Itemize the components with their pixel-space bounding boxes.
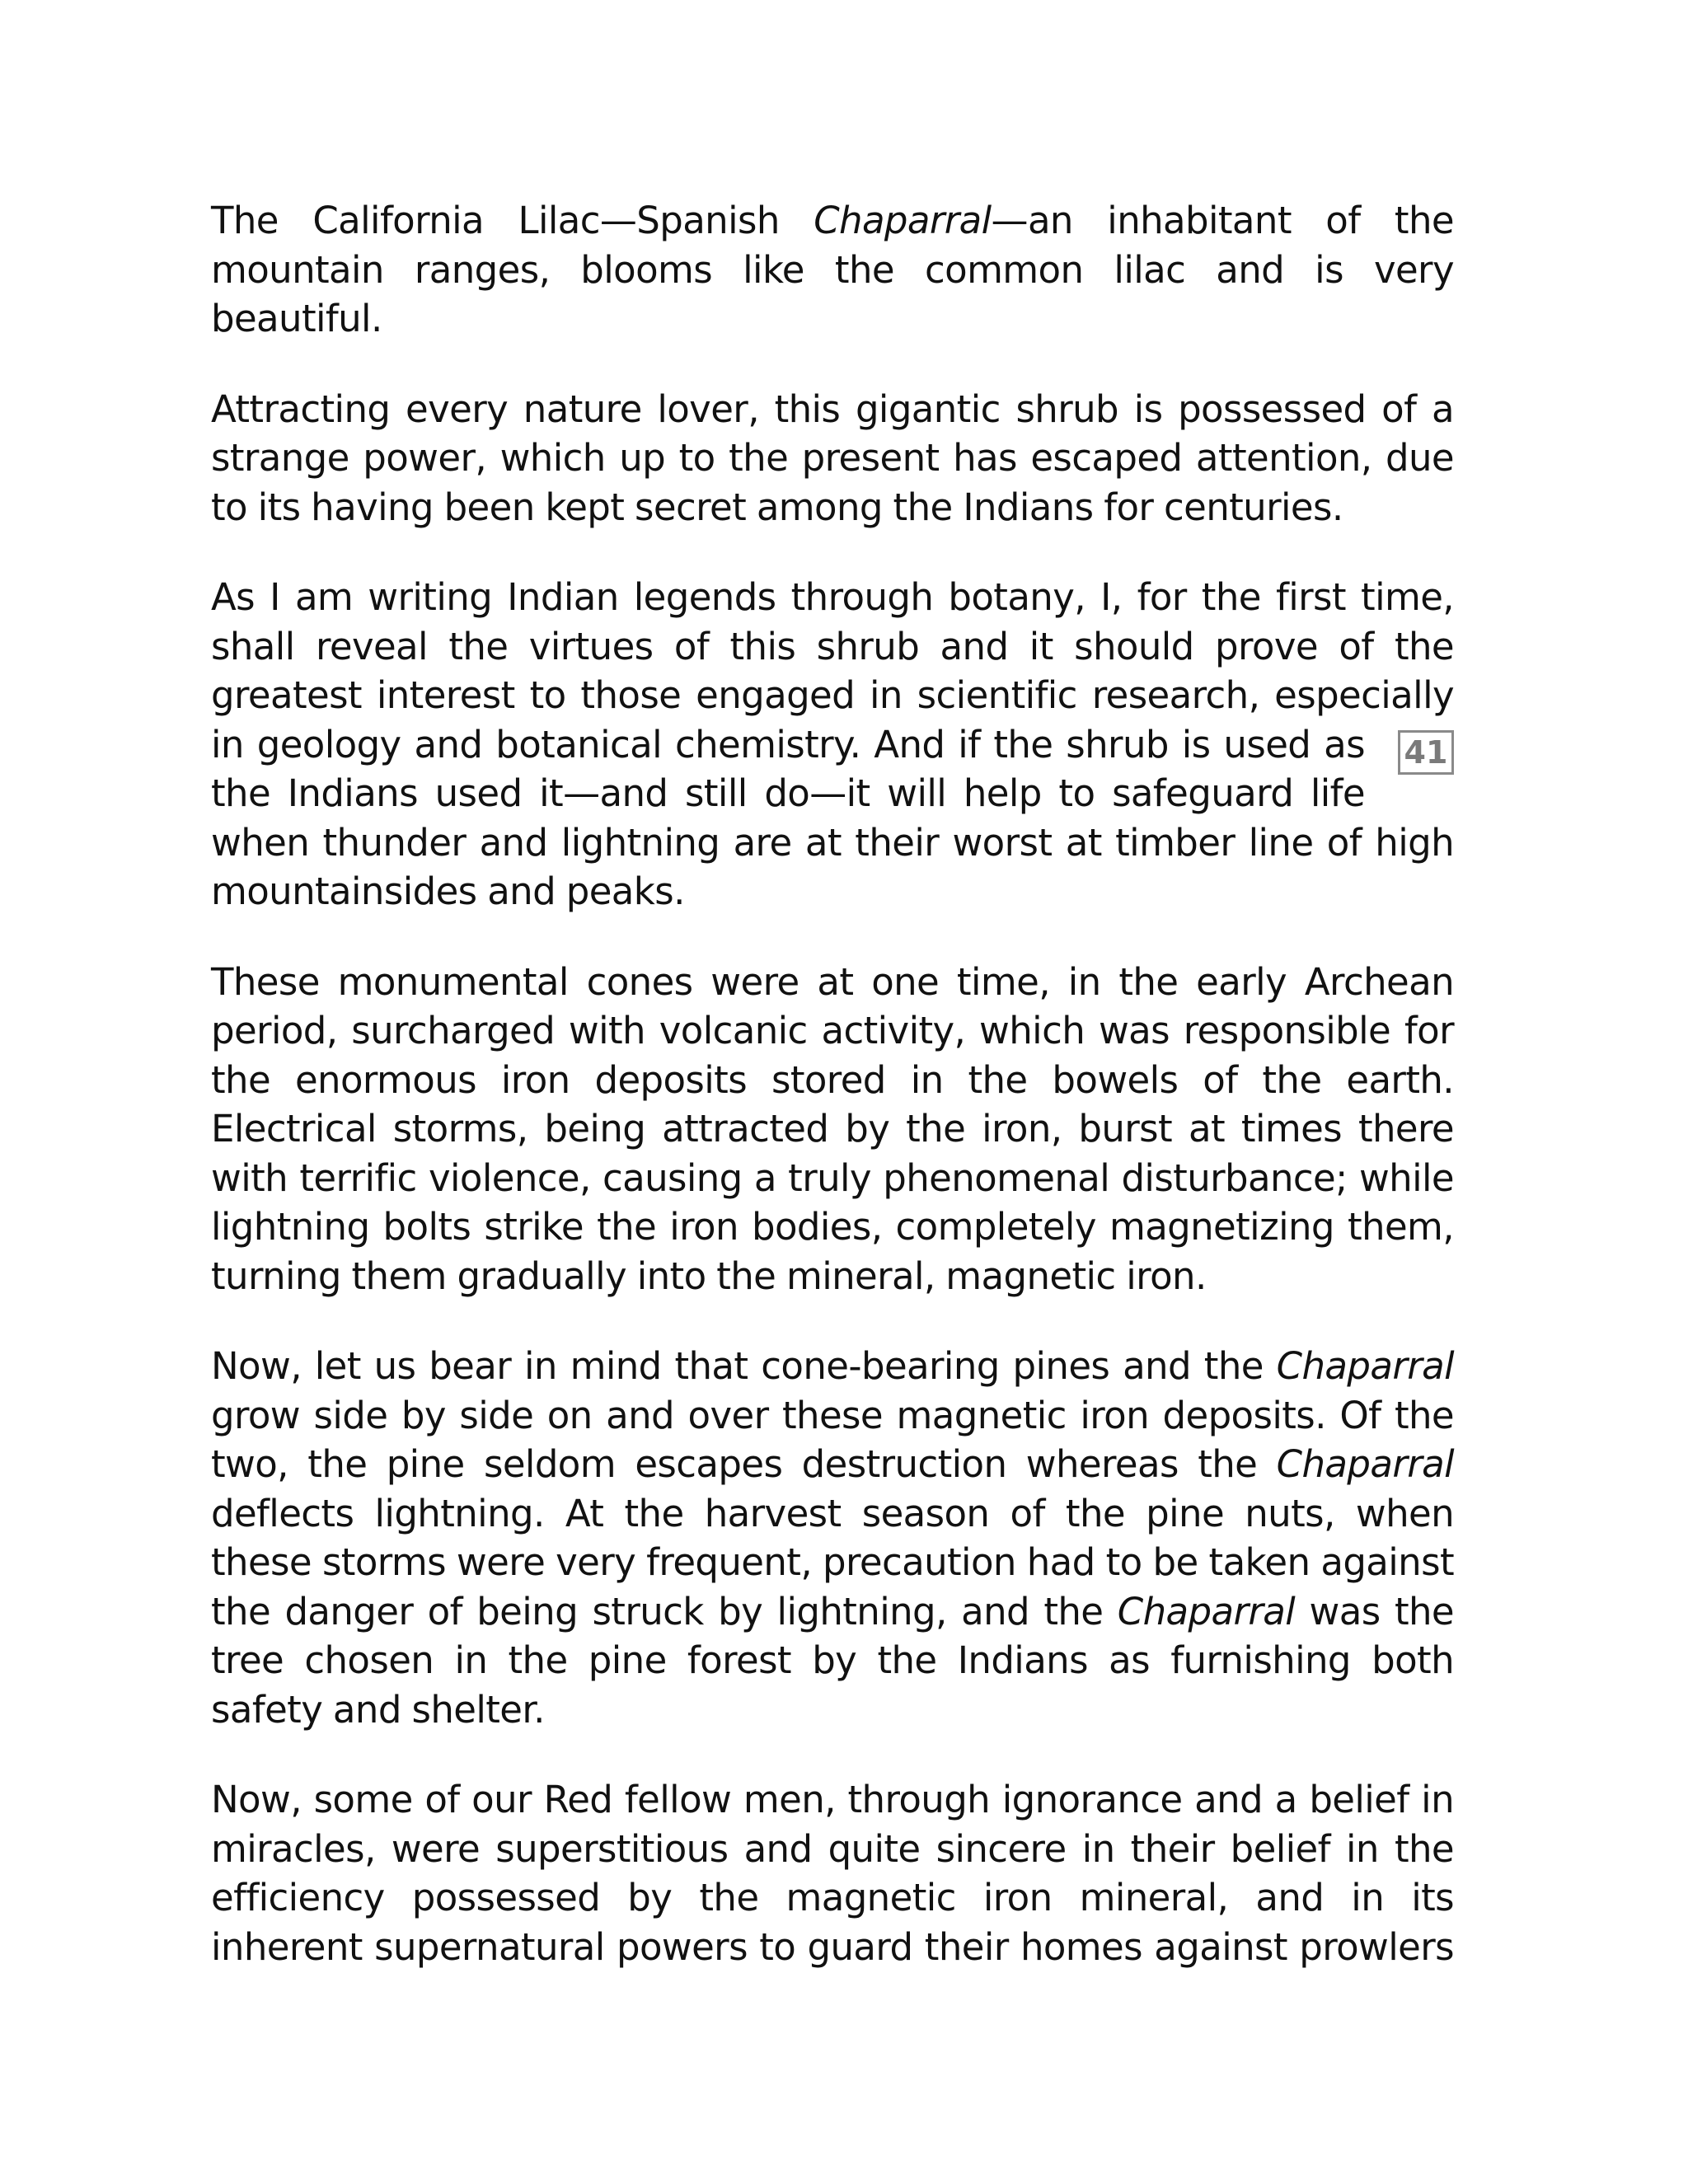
paragraph-2: Attracting every nature lover, this gigantic shrub is possessed of a strange power, which up to the present has escaped attention, due to its having been kept secret among the Indians for centuries. [211,387,1454,529]
paragraph-3-text-b: geology and botanical chemistry. And if the shrub is used as the Indians used it—and still do—it will help to safeguard life when thunder and lightning are at their worst at timber line of high mountainsides and peaks. [211,722,1454,913]
page-number-badge: 41 [1398,730,1454,775]
paragraph-3 [211,573,1454,916]
paragraph-1 [211,196,1454,344]
page-body [211,196,1454,1971]
paragraph-1-text-b: —an inhabitant of the mountain ranges, blooms like the common lilac and is very beautiful. [211,199,1454,340]
paragraph-6: Now, some of our Red fellow men, through ignorance and a belief in miracles, were superstitious and quite sincere in their belief in the efficiency possessed by the magnetic iron mineral, and in its inherent supernatural powers to guard their homes against prowlers [211,1778,1454,1969]
paragraph-5-text-3: deflects lightning. At the harvest season of the pine nuts, when these storms were very frequent, precaution had to be taken against the danger of being struck by lightning, and the [211,1491,1454,1633]
paragraph-5-italic-2: Chaparral [1276,1442,1454,1486]
paragraph-5-italic-3: Chaparral [1117,1589,1296,1633]
paragraph-3-text-a: As I am writing Indian legends through botany, I, for the first time, shall reveal the virtues of this shrub and it should prove of the greatest interest to those engaged in scientific research, especially in [211,575,1454,766]
paragraph-1-italic-term: Chaparral [814,199,992,242]
paragraph-5-italic-1: Chaparral [1276,1344,1454,1388]
paragraph-5-text-4: was the tree chosen in the pine forest by the Indians as furnishing both safety and shelter. [211,1589,1455,1732]
paragraph-5-text-2: grow side by side on and over these magnetic iron deposits. Of the two, the pine seldom escapes destruction whereas the [211,1393,1454,1486]
paragraph-1-text-a: The California Lilac—Spanish [211,199,814,242]
paragraph-5-text-1: Now, let us bear in mind that cone-bearing pines and the [211,1344,1277,1388]
paragraph-5 [211,1342,1454,1734]
paragraph-4: These monumental cones were at one time, in the early Archean period, surcharged with volcanic activity, which was responsible for the enormous iron deposits stored in the bowels of the earth. Electrical storms, being attracted by the iron, burst at times there with terrific violence, causing a truly phenomenal disturbance; while lightning bolts strike the iron bodies, completely magnetizing them, turning them gradually into the mineral, magnetic iron. [211,959,1454,1298]
